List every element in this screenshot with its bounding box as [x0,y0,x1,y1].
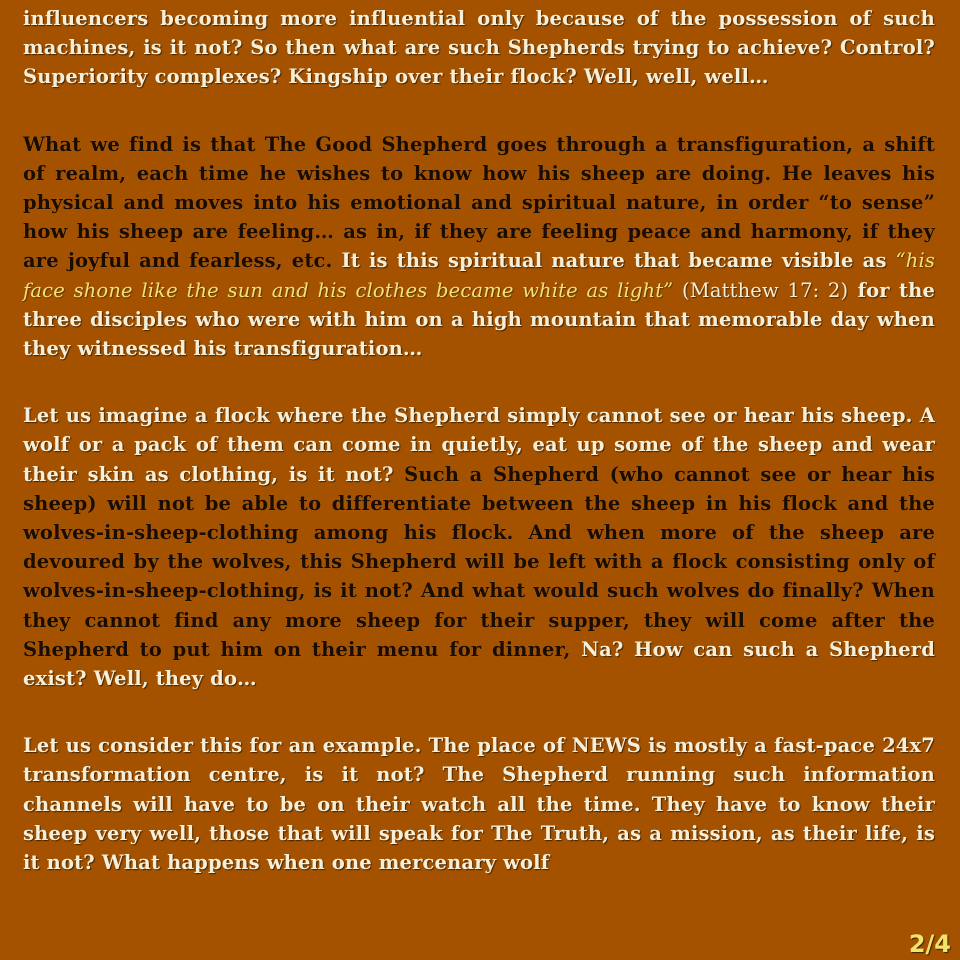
paragraph-4 [23,731,935,877]
text-segment: It is this spiritual nature that became visible as [341,249,896,273]
paragraph-3 [23,401,935,693]
paragraph-1 [23,4,935,92]
scripture-reference: (Matthew 17: 2) [673,278,849,302]
text-segment: Such a Shepherd (who cannot see or hear his sheep) will not be able to differentiate between the sheep in his flock and the wolves-in-sheep-clothing among his flock. And when more of the sheep are devoured by the wolves, this Shepherd will be left with a flock consisting only of wolves-in-sheep-clothing, is it not? And what would such wolves do finally? When they cannot find any more sheep for their supper, they will come after the Shepherd to put him on their menu for dinner, [23,462,935,661]
page-number: 2/4 [908,930,951,958]
document-page [23,4,935,877]
text-segment: What we find is that The Good Shepherd goes through a transfiguration, a shift of realm, each time he wishes to know how his sheep are doing. He leaves his physical and moves into his emotional and spiritual nature, in order “to sense” how his sheep are feeling… as in, if they are feeling peace and harmony, if they are joyful and fearless, etc. [23,132,935,273]
scripture-quote: “his face shone like the sun and his clothes became white as light” [23,249,936,302]
text-segment: Let us imagine a flock where the Shepherd simply cannot see or hear his sheep. A wolf or a pack of them can come in quietly, eat up some of the sheep and wear their skin as clothing, is it not? [23,404,935,486]
text-segment: Na? How can such a Shepherd exist? Well, they do… [23,637,935,691]
text-segment: Let us consider this for an example. The place of NEWS is mostly a fast-pace 24x7 transformation centre, is it not? The Shepherd running such information channels will have to be on their watch all the time. They have to know their sheep very well, those that will speak for The Truth, as a mission, as their life, is it not? What happens when one mercenary wolf [23,734,935,875]
paragraph-2 [23,130,935,364]
text-segment: influencers becoming more influential only because of the possession of such machines, is it not? So then what are such Shepherds trying to achieve? Control? Superiority complexes? Kingship over their flock? Well, well, well… [23,7,935,89]
text-segment: for the three disciples who were with him on a high mountain that memorable day when they witnessed his transfiguration… [23,278,936,361]
